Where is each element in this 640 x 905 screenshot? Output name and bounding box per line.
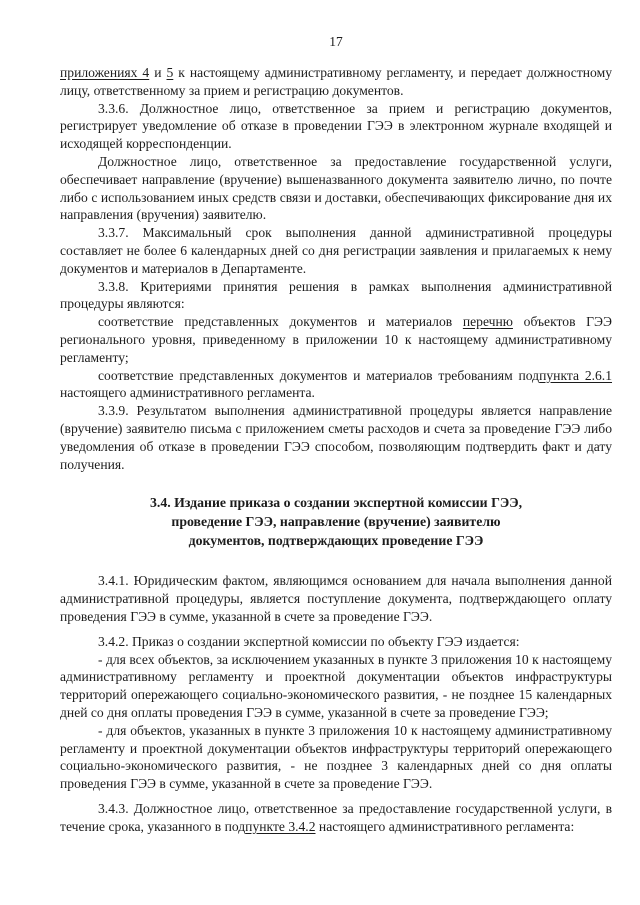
document-page [60,0,612,905]
paragraph-3-4-3-text-after: настоящего административного регламента: [315,818,575,834]
paragraph-continuation [60,64,612,100]
paragraph-3-3-7: 3.3.7. Максимальный срок выполнения данной административной процедуры составляет не более 6 календарных дней со дня регистрации заявления и прилагаемых к нему документов и материалов в Департаменте. [60,225,612,276]
paragraph-3-4-2-item-2: - для объектов, указанных в пункте 3 приложения 10 к настоящему административному регламенту и проектной документации объектов инфраструктуры территорий опережающего социально-экономического развития, - не позднее 3 календарных дней со дня оплаты проведения ГЭЭ в сумме, указанной в счете за проведение ГЭЭ. [60,722,612,792]
section-heading-line-2: проведение ГЭЭ, направление (вручение) заявителю [171,514,501,530]
paragraph-continuation-rest: к настоящему административному регламенту, и передает должностному лицу, ответственному за прием и регистрацию документов. [60,65,612,98]
paragraph-3-4-3 [60,800,612,836]
criteria-2-text-before: соответствие представленных документов и материалов требованиям под [98,367,540,383]
conjunction-text: и [149,65,167,80]
paragraph-3-4-2: 3.4.2. Приказ о создании экспертной комиссии по объекту ГЭЭ издается: [98,633,520,649]
subparagraph-3-4-2-link[interactable]: пункте 3.4.2 [245,818,316,834]
subparagraph-2-6-1-link[interactable]: пункта 2.6.1 [539,367,613,383]
paragraph-3-4-3-text-before: 3.4.3. Должностное лицо, ответственное за предоставление государственной услуги, в течение срока, указанного в под [60,800,612,834]
appendix-4-link[interactable]: приложениях 4 [60,65,150,80]
appendix-5-link[interactable]: 5 [166,65,174,80]
paragraph-3-3-9: 3.3.9. Результатом выполнения административной процедуры является направление (вручение) заявителю письма с приложением сметы расходов и счета за проведение ГЭЭ либо уведомления об отказе в проведении ГЭЭ способом, позволяющим подтвердить факт и дату получения. [60,403,612,472]
paragraph-3-3-8: 3.3.8. Критериями принятия решения в рамках выполнения административной процедуры являются: [60,278,612,312]
section-heading-3-4 [60,493,612,550]
paragraph-criteria-list-item-2 [60,367,612,403]
paragraph-3-4-1: 3.4.1. Юридическим фактом, являющимся основанием для начала выполнения данной административной процедуры, является поступление документа, подтверждающего оплату проведения ГЭЭ в сумме, указанной в счете за проведение ГЭЭ. [60,573,612,624]
paragraph-3-4-2-item-1: - для всех объектов, за исключением указанных в пункте 3 приложения 10 к настоящему административному регламенту и проектной документации объектов инфраструктуры территорий опережающего социально-экономического развития, - не позднее 15 календарных дней со дня оплаты проведения ГЭЭ в сумме, указанной в счете за проведение ГЭЭ; [60,651,612,720]
paragraph-criteria-list-item-1 [60,313,612,366]
criteria-2-text-after: настоящего административного регламента. [60,385,315,401]
criteria-1-text-after: объектов ГЭЭ регионального уровня, приведенному в приложении 10 к настоящему административному регламенту; [60,314,612,365]
list-link[interactable]: перечню [462,314,513,330]
page-number: 17 [329,34,343,49]
paragraph-3-3-6: 3.3.6. Должностное лицо, ответственное за прием и регистрацию документов, регистрирует уведомление об отказе в проведении ГЭЭ в электронном журнале входящей и исходящей корреспонденции. [60,100,612,152]
paragraph-responsible-official: Должностное лицо, ответственное за предоставление государственной услуги, обеспечивает направление (вручение) вышеназванного документа заявителю лично, по почте либо с использованием иных средств связи и доставки, обеспечивающих фиксирование дня их направления (вручения) заявителю. [60,153,612,223]
section-heading-line-1: 3.4. Издание приказа о создании экспертной комиссии ГЭЭ, [149,495,523,511]
document-body [60,64,612,835]
criteria-1-text-before: соответствие представленных документов и материалов [98,314,463,330]
section-heading-line-3: документов, подтверждающих проведение ГЭЭ [188,533,484,549]
